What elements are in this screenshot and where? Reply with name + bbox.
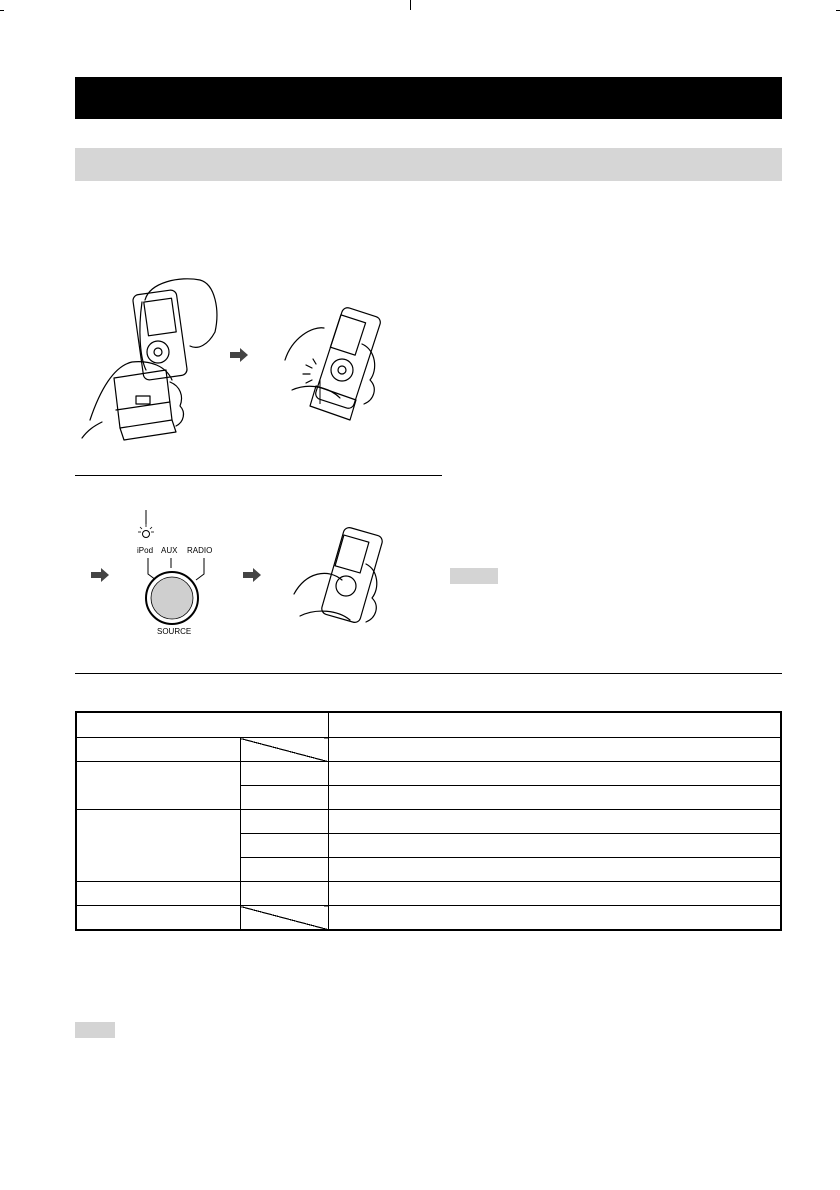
- table-cell: [328, 834, 781, 858]
- figure-ipod-docking: [80, 270, 390, 450]
- table-cell: [76, 810, 240, 882]
- note-tag: [75, 1022, 115, 1038]
- note-tag: [450, 568, 498, 584]
- arrow-right-icon: [230, 348, 248, 362]
- crop-mark-top-left: [0, 10, 4, 11]
- crop-mark-top: [410, 0, 411, 10]
- table-header-cell: [328, 712, 781, 738]
- table-cell: [76, 906, 240, 931]
- table-cell: [328, 810, 781, 834]
- table-row: [76, 810, 781, 834]
- table-cell: [328, 786, 781, 810]
- figure1-separator-rule: [75, 475, 442, 476]
- table-cell: [240, 786, 328, 810]
- table-row: [76, 762, 781, 786]
- source-label-aux: AUX: [161, 546, 178, 555]
- table-cell: [240, 762, 328, 786]
- source-label-ipod: iPod: [137, 546, 154, 555]
- figure-source-selector: [80, 510, 390, 640]
- section-separator-rule: [75, 673, 782, 674]
- table-cell: [76, 738, 240, 762]
- table-header-cell: [76, 712, 328, 738]
- table-cell: [328, 762, 781, 786]
- table-cell: [240, 858, 328, 882]
- table-cell: [328, 738, 781, 762]
- source-label-radio: RADIO: [187, 546, 213, 555]
- table-row: [76, 906, 781, 931]
- table-cell: [76, 762, 240, 810]
- source-label-source: SOURCE: [157, 627, 192, 636]
- table-header-row: [76, 712, 781, 738]
- table-cell-diagonal: [240, 906, 328, 931]
- subsection-header-bar: [75, 148, 782, 181]
- arrow-right-icon: [91, 568, 109, 582]
- crop-mark-top-right: [836, 10, 840, 11]
- table-cell-diagonal: [240, 738, 328, 762]
- table-cell: [240, 882, 328, 906]
- arrow-right-icon: [243, 568, 261, 582]
- section-header-bar: [75, 77, 782, 119]
- controls-table: [75, 711, 782, 931]
- table-row: [76, 738, 781, 762]
- table-cell: [240, 834, 328, 858]
- table-cell: [328, 858, 781, 882]
- table-cell: [328, 906, 781, 931]
- table-row: [76, 882, 781, 906]
- table-cell: [240, 810, 328, 834]
- table-cell: [76, 882, 240, 906]
- table-cell: [328, 882, 781, 906]
- ipod-indicator-icon: [143, 531, 150, 538]
